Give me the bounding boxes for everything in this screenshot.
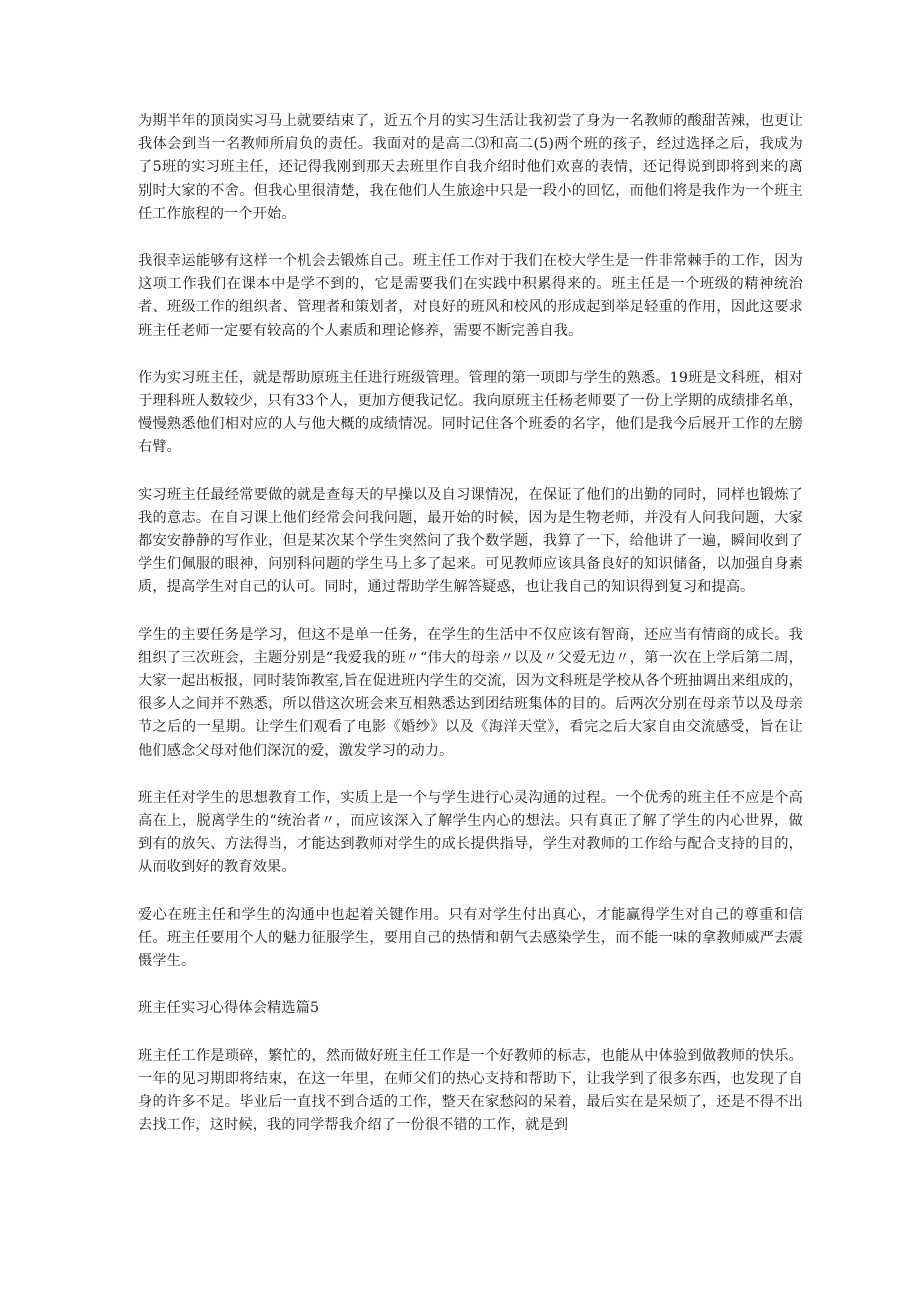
paragraph: 班主任对学生的思想教育工作，实质上是一个与学生进行心灵沟通的过程。一个优秀的班主任不应是个高高在上，脱离学生的“统治者〃，而应该深入了解学生内心的想法。只有真正了解了学生的内心世界，做到有的放矢、方法得当，才能达到教师对学生的成长提供指导，学生对教师的工作给与配合支持的目的，从而收到好的教育效果。 bbox=[138, 789, 803, 876]
paragraph: 我很幸运能够有这样一个机会去锻炼自己。班主任工作对于我们在校大学生是一件非常棘手的工作，因为这项工作我们在课本中是学不到的，它是需要我们在实践中积累得来的。班主任是一个班级的精神统治者、班级工作的组织者、管理者和策划者，对良好的班风和校风的形成起到举足轻重的作用，因此这要求班主任老师一定要有较高的个人素质和理论修养，需要不断完善自我。 bbox=[138, 253, 803, 339]
paragraph: 作为实习班主任，就是帮助原班主任进行班级管理。管理的第一项即与学生的熟悉。19班是文科班，相对于理科班人数较少，只有33个人，更加方便我记忆。我向原班主任杨老师要了一份上学期的成绩排名单，慢慢熟悉他们相对应的人与他大概的成绩情况。同时记住各个班委的名字，他们是我今后展开工作的左膀右臂。 bbox=[138, 369, 803, 456]
paragraph: 实习班主任最经常要做的就是查每天的早操以及自习课情况，在保证了他们的出勤的同时，同样也锻炼了我的意志。在自习课上他们经常会问我问题，最开始的时候，因为是生物老师，并没有人问我问题，大家都安安静静的写作业，但是某次某个学生突然问了我个数学题，我算了一下，给他讲了一遍，瞬间收到了学生们佩服的眼神，问别科问题的学生马上多了起来。可见教师应该具备良好的知识储备，以加强自身素质，提高学生对自己的认可。同时，通过帮助学生解答疑惑，也让我自己的知识得到复习和提高。 bbox=[138, 486, 803, 596]
paragraph: 学生的主要任务是学习，但这不是单一任务，在学生的生活中不仅应该有智商，还应当有情商的成长。我组织了三次班会，主题分别是“我爱我的班〃“伟大的母亲〃以及〃父爱无边〃，第一次在上学后第二周，大家一起出板报，同时装饰教室,旨在促进班内学生的交流，因为文科班是学校从各个班抽调出来组成的，很多人之间并不熟悉，所以借这次班会来互相熟悉达到团结班集体的目的。后两次分别在母亲节以及母亲节之后的一星期。让学生们观看了电影《婚纱》以及《海洋天堂》，看完之后大家自由交流感受，旨在让他们感念父母对他们深沉的爱，激发学习的动力。 bbox=[138, 626, 803, 759]
paragraph: 爱心在班主任和学生的沟通中也起着关键作用。只有对学生付出真心，才能赢得学生对自己的尊重和信任。班主任要用个人的魅力征服学生，要用自己的热情和朝气去感染学生，而不能一味的拿教师威严去震慑学生。 bbox=[138, 906, 803, 970]
section-heading: 班主任实习心得体会精选篇5 bbox=[138, 1000, 320, 1017]
document-body bbox=[138, 110, 803, 1161]
paragraph: 为期半年的顶岗实习马上就要结束了，近五个月的实习生活让我初尝了身为一名教师的酸甜苦辣，也更让我体会到当一名教师所肩负的责任。我面对的是高二⑶和高二(5)两个班的孩子，经过选择之后，我成为了5班的实习班主任，还记得我刚到那天去班里作自我介绍时他们欢喜的表情，还记得说到即将到来的离别时大家的不舍。但我心里很清楚，我在他们人生旅途中只是一段小的回忆，而他们将是我作为一个班主任工作旅程的一个开始。 bbox=[138, 113, 803, 222]
paragraph: 班主任工作是琐碎，繁忙的，然而做好班主任工作是一个好教师的标志，也能从中体验到做教师的快乐。一年的见习期即将结束，在这一年里，在师父们的热心支持和帮助下，让我学到了很多东西，也发现了自身的许多不足。毕业后一直找不到合适的工作，整天在家愁闷的呆着，最后实在是呆烦了，还是不得不出去找工作，这时候，我的同学帮我介绍了一份很不错的工作，就是到 bbox=[138, 1047, 803, 1134]
